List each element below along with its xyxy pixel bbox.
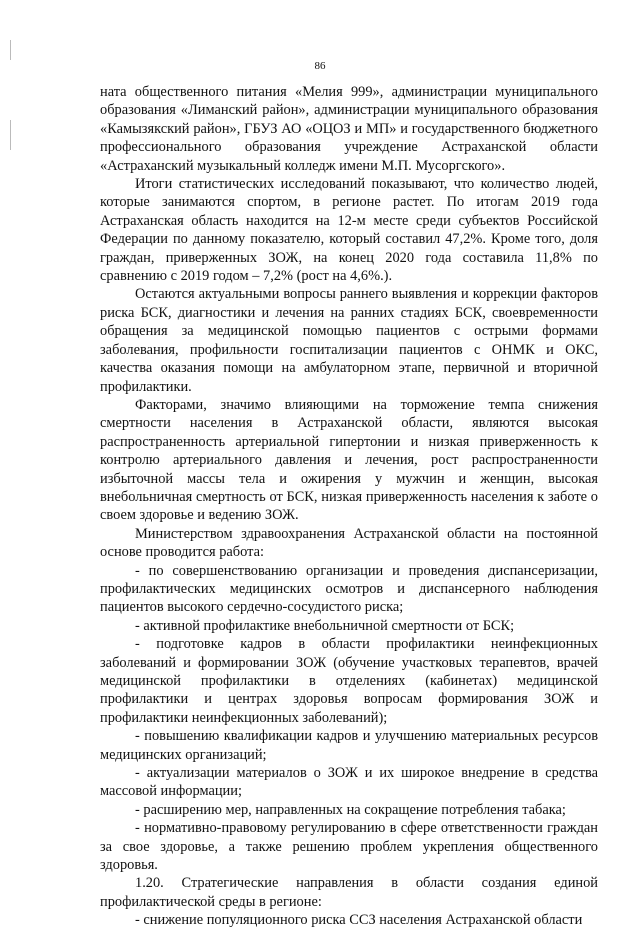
list-item: - подготовке кадров в области профилактики неинфекционных заболеваний и формировании ЗОЖ (обучение участковых терапевтов, врачей медицинской профилактики в отделениях (кабинетах) медицинской профилактики и центрах здоровья вопросам формирования ЗОЖ и профилактики неинфекционных заболеваний); xyxy=(100,636,598,726)
list-item: - расширению мер, направленных на сокращение потребления табака; xyxy=(135,801,566,818)
list-item: - снижение популяционного риска ССЗ населения Астраханской области xyxy=(135,912,583,929)
section-heading: 1.20. Стратегические направления в области создания единой профилактической среды в регионе: xyxy=(100,875,598,910)
list-item: - нормативно-правовому регулированию в сфере ответственности граждан за свое здоровье, а также решению проблем укрепления общественного здоровья. xyxy=(100,820,598,874)
list-item: - повышению квалификации кадров и улучшению материальных ресурсов медицинских организаций; xyxy=(100,728,598,763)
paragraph: ната общественного питания «Мелия 999», администрации муниципального образования «Лиманский район», администрации муниципального образования «Камызякский район», ГБУЗ АО «ОЦОЗ и МП» и государственного бюджетного профессионального образования учреждение Астраханской области «Астраханский музыкальный колледж имени М.П. Мусоргского». xyxy=(100,84,598,174)
paragraph: Министерством здравоохранения Астраханской области на постоянной основе проводится работа: xyxy=(100,525,598,561)
scan-margin-mark xyxy=(10,40,11,60)
list-item: - актуализации материалов о ЗОЖ и их широкое внедрение в средства массовой информации; xyxy=(100,765,598,800)
list-item: - по совершенствованию организации и проведения диспансеризации, профилактических медицинских осмотров и диспансерного наблюдения пациентов высокого сердечно-сосудистого риска; xyxy=(100,562,598,616)
scan-margin-mark xyxy=(10,120,11,150)
paragraph: Остаются актуальными вопросы раннего выявления и коррекции факторов риска БСК, диагностики и лечения на ранних стадиях БСК, своевременности обращения за медицинской помощью пациентов с острыми формами заболевания, профильности госпитализации пациентов с ОНМК и ОКС, качества оказания помощи на амбулаторном этапе, первичной и вторичной профилактики. xyxy=(100,286,598,395)
body-text xyxy=(100,83,598,930)
paragraph: Итоги статистических исследований показывают, что количество людей, которые занимаются спортом, в регионе растет. По итогам 2019 года Астраханская область находится на 12-м месте среди субъектов Российской Федерации по данному показателю, который составил 47,2%. Кроме того, доля граждан, приверженных ЗОЖ, на конец 2020 года составила 11,8% по сравнению с 2019 годом – 7,2% (рост на 4,6%.). xyxy=(100,176,598,285)
paragraph: Факторами, значимо влияющими на торможение темпа снижения смертности населения в Астраханской области, являются высокая распространенность артериальной гипертонии и низкая приверженность к контролю артериального давления и лечения, рост распространенности избыточной массы тела и ожирения у мужчин и женщин, высокая внебольничная смертность от БСК, низкая приверженность населения к заботе о своем здоровье и ведению ЗОЖ. xyxy=(100,396,598,524)
list-item: - активной профилактике внебольничной смертности от БСК; xyxy=(135,617,515,634)
page-number: 86 xyxy=(314,60,326,72)
